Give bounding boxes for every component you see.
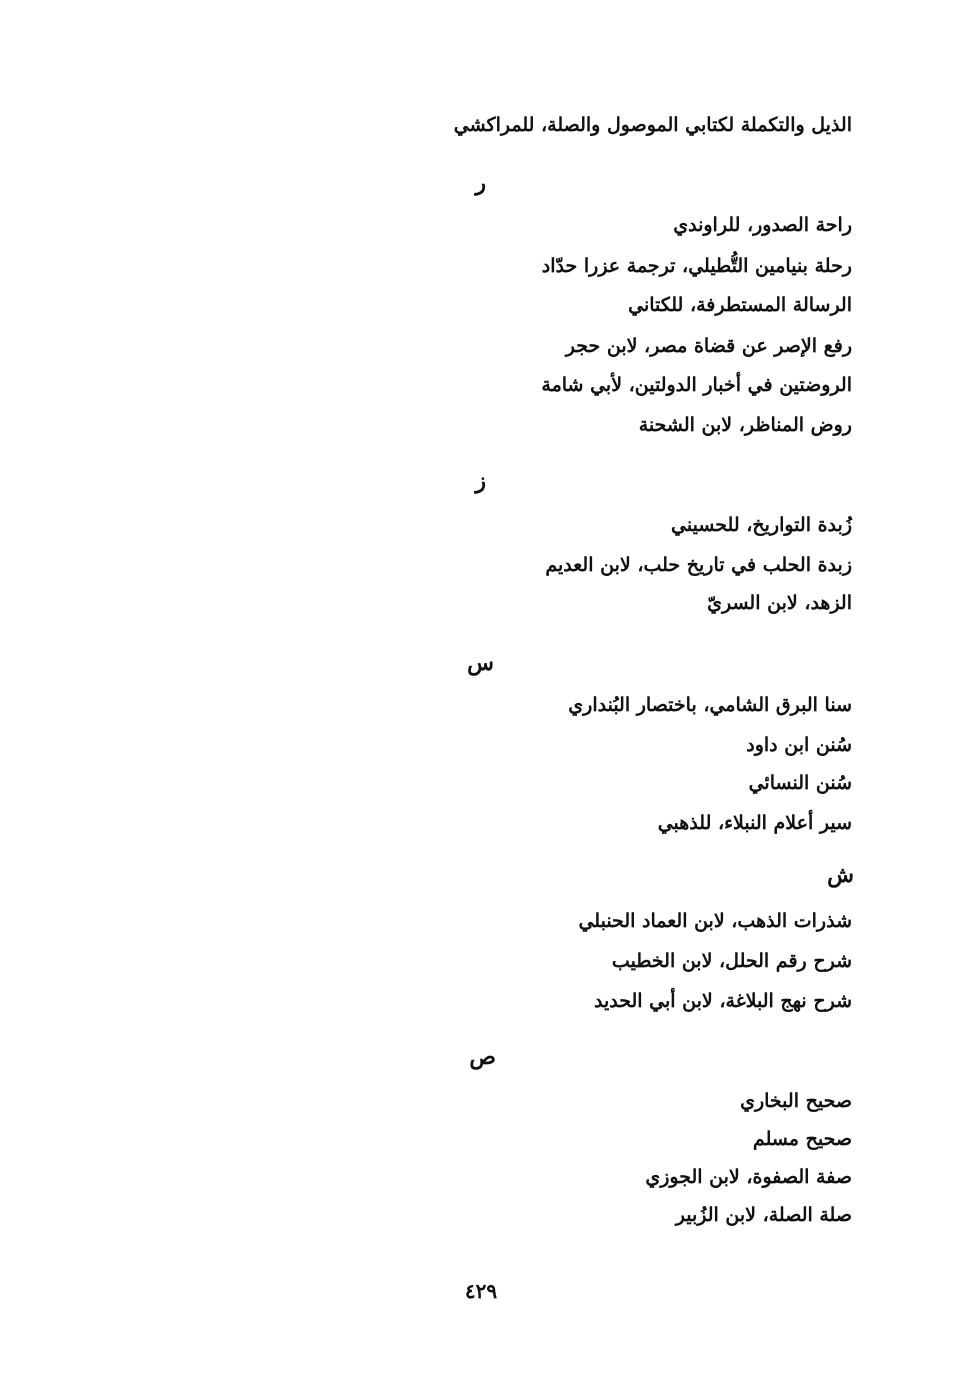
- list-item: روض المناظر، لابن الشحنة: [638, 414, 852, 436]
- list-item: شذرات الذهب، لابن العماد الحنبلي: [578, 910, 852, 932]
- list-item: سنا البرق الشامي، باختصار البُنداري: [568, 694, 852, 716]
- list-item: سير أعلام النبلاء، للذهبي: [657, 812, 852, 834]
- entry-top: الذيل والتكملة لكتابي الموصول والصلة، للمراكشي: [453, 114, 852, 136]
- list-item: سُنن النسائي: [748, 772, 852, 794]
- section-letter-zay: ز: [475, 468, 486, 494]
- list-item: زبدة الحلب في تاريخ حلب، لابن العديم: [545, 554, 852, 576]
- list-item: صلة الصلة، لابن الزُبير: [675, 1204, 852, 1226]
- list-item: سُنن ابن داود: [746, 734, 852, 756]
- list-item: شرح رقم الحلل، لابن الخطيب: [611, 950, 852, 972]
- section-letter-sad: ص: [469, 1044, 496, 1070]
- list-item: صحيح البخاري: [740, 1090, 852, 1112]
- list-item: زُبدة التواريخ، للحسيني: [671, 514, 852, 536]
- page-number: ٤٢٩: [464, 1279, 498, 1303]
- list-item: راحة الصدور، للراوندي: [673, 214, 852, 236]
- section-letter-sin: س: [467, 650, 494, 676]
- list-item: صفة الصفوة، لابن الجوزي: [645, 1166, 852, 1188]
- list-item: رحلة بنيامين التُّطيلي، ترجمة عزرا حدّاد: [541, 255, 852, 277]
- list-item: شرح نهج البلاغة، لابن أبي الحديد: [593, 990, 852, 1012]
- list-item: الرسالة المستطرفة، للكتاني: [628, 294, 852, 316]
- list-item: صحيح مسلم: [752, 1128, 852, 1150]
- section-letter-shin: ش: [827, 862, 854, 888]
- list-item: الزهد، لابن السريّ: [707, 592, 852, 614]
- list-item: رفع الإصر عن قضاة مصر، لابن حجر: [565, 335, 852, 357]
- section-letter-ra: ر: [475, 170, 486, 196]
- list-item: الروضتين في أخبار الدولتين، لأبي شامة: [541, 374, 852, 396]
